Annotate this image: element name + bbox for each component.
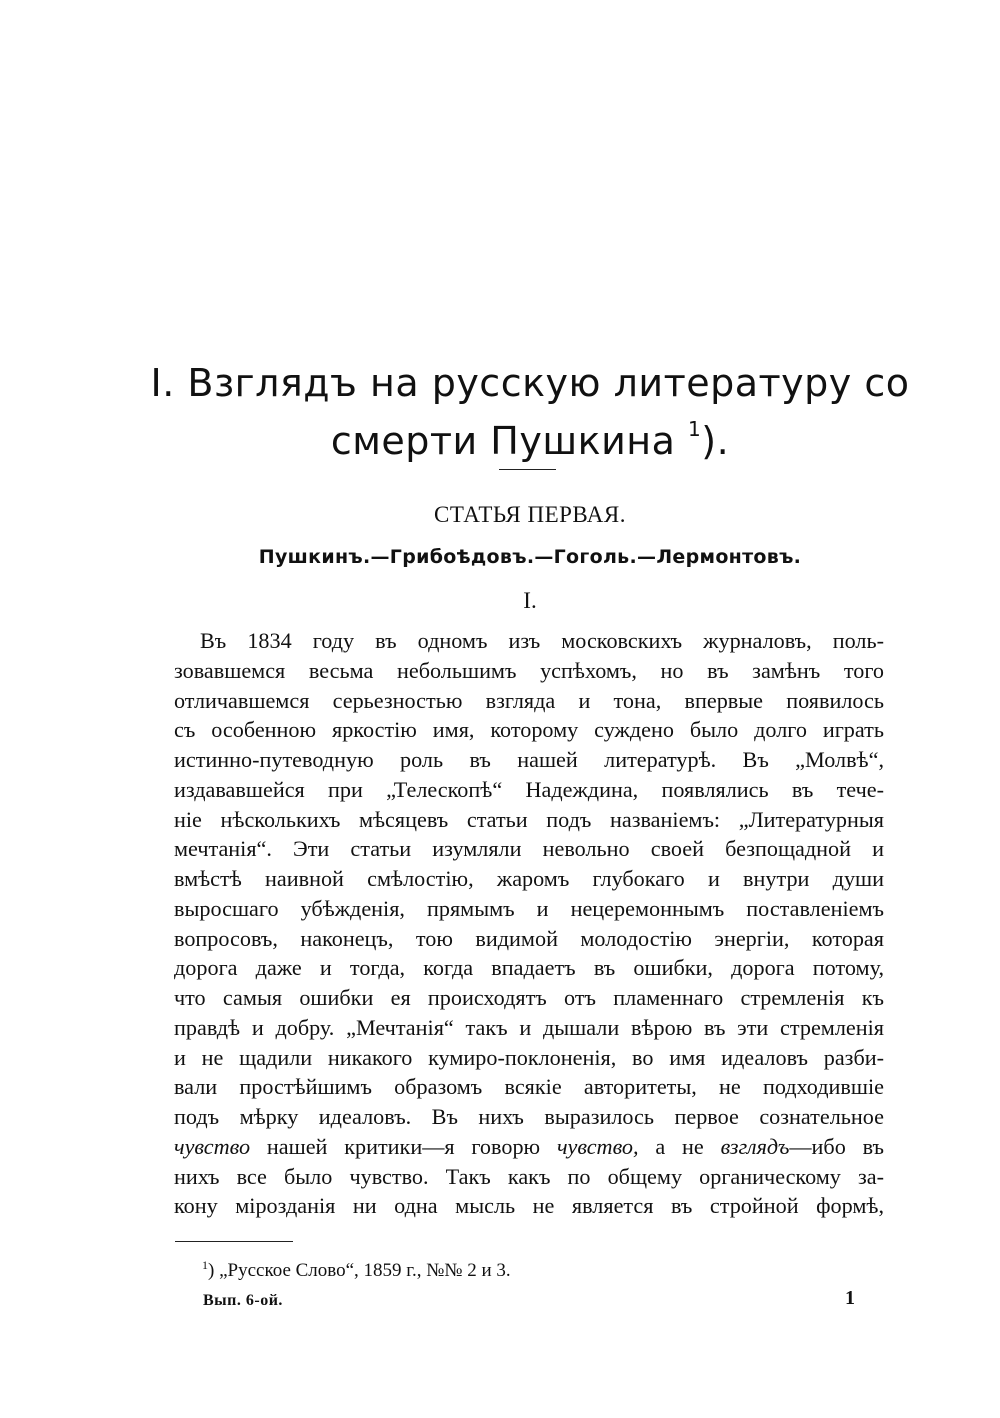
text-line-emphasis xyxy=(174,1132,884,1162)
text-line: подъ мѣрку идеаловъ. Въ нихъ выразилось первое сознательное xyxy=(174,1104,884,1129)
text-line: ніе нѣсколькихъ мѣсяцевъ статьи подъ названіемъ: „Литературныя xyxy=(174,806,884,832)
text-line: мечтанія“. Эти статьи изумляли невольно своей безпощадной и xyxy=(174,836,884,862)
chapter-title-line-2 xyxy=(150,406,910,464)
footnote-mark: 1 xyxy=(202,1258,208,1272)
text-line: что самыя ошибки ея происходятъ отъ пламеннаго стремленія къ xyxy=(174,985,884,1010)
text-fragment: а не xyxy=(638,1133,721,1159)
text-line: вопросовъ, наконецъ, тою видимой молодостію энергіи, которая xyxy=(174,925,884,951)
emphasis-feeling-1: чувство xyxy=(174,1133,251,1159)
text-line: вали простѣйшимъ образомъ всякіе авторитеты, не подходившіе xyxy=(174,1074,884,1100)
title-divider xyxy=(499,469,556,470)
signature-mark: Вып. 6-ой. xyxy=(203,1292,283,1309)
text-fragment: —ибо въ xyxy=(789,1133,884,1159)
text-line: правдѣ и добру. „Мечтанія“ такъ и дышали вѣрою въ эти стремленія xyxy=(174,1014,884,1040)
chapter-title-line-1: I. Взглядъ на русскую литературу со xyxy=(150,361,910,405)
title-footnote-mark[interactable]: 1 xyxy=(688,417,702,441)
text-line: съ особенною яркостію имя, которому суждено было долго играть xyxy=(174,717,884,743)
text-line: дорога даже и тогда, когда впадаетъ въ ошибки, дорога потому, xyxy=(174,955,884,981)
footnote-divider xyxy=(175,1241,293,1242)
article-subjects: Пушкинъ.—Грибоѣдовъ.—Гоголь.—Лермонтовъ. xyxy=(258,546,802,568)
emphasis-view: взглядъ xyxy=(720,1133,790,1159)
section-number: I. xyxy=(523,588,537,613)
footnote xyxy=(202,1258,511,1282)
text-line: и не щадили никакого кумиро-поклоненія, во имя идеаловъ разби- xyxy=(174,1044,884,1070)
footnote-text: ) „Русское Слово“, 1859 г., №№ 2 и 3. xyxy=(208,1260,511,1281)
emphasis-feeling-2: чувство, xyxy=(556,1133,639,1159)
text-line: истинно-путеводную роль въ нашей литературѣ. Въ „Молвѣ“, xyxy=(174,747,884,772)
text-line: вмѣстѣ наивной смѣлостію, жаромъ глубокаго и внутри души xyxy=(174,866,884,891)
chapter-title-text: смерти Пушкина xyxy=(330,419,676,463)
text-line: отличавшемся серьезностью взгляда и тона, впервые появилось xyxy=(174,687,884,713)
text-line: кону мірозданія ни одна мысль не является въ стройной формѣ, xyxy=(174,1193,884,1219)
text-fragment: нашей критики—я говорю xyxy=(250,1133,557,1159)
text-line: зовавшемся весьма небольшимъ успѣхомъ, но въ замѣнъ того xyxy=(174,657,884,683)
page-number: 1 xyxy=(845,1287,855,1309)
body-paragraph xyxy=(174,626,884,1221)
article-number: СТАТЬЯ ПЕРВАЯ. xyxy=(434,502,626,527)
title-footnote-close: ). xyxy=(701,419,730,463)
text-line: выросшаго убѣжденія, прямымъ и нецеремоннымъ поставленіемъ xyxy=(174,895,884,921)
text-line: издававшейся при „Телескопѣ“ Надеждина, появлялись въ тече- xyxy=(174,776,884,802)
text-line: нихъ все было чувство. Такъ какъ по общему органическому за- xyxy=(174,1163,884,1189)
text-line: Въ 1834 году въ одномъ изъ московскихъ журналовъ, поль- xyxy=(200,628,884,653)
